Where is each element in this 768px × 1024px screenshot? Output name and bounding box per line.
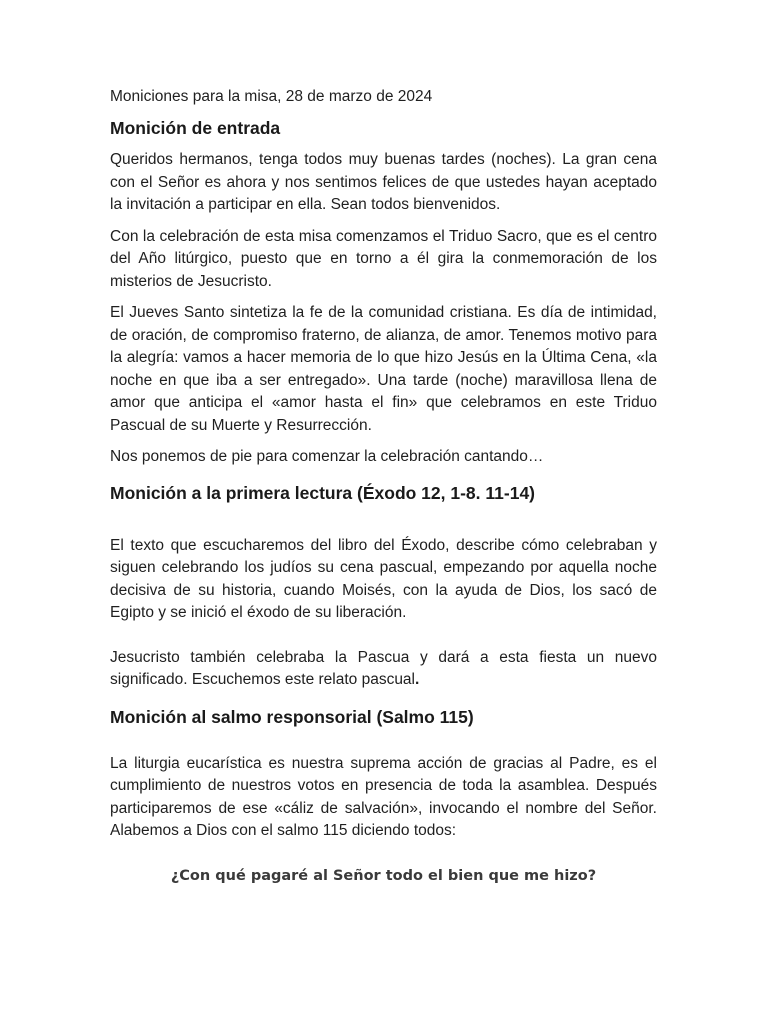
paragraph xyxy=(110,647,657,692)
paragraph: La liturgia eucarística es nuestra suprema acción de gracias al Padre, es el cumplimiento de nuestros votos en presencia de toda la asamblea. Después participaremos de ese «cáliz de salvación», invocando el nombre del Señor. Alabemos a Dios con el salmo 115 diciendo todos: xyxy=(110,754,657,839)
document-header: Moniciones para la misa, 28 de marzo de 2024 xyxy=(110,88,433,105)
heading-primera-lectura: Monición a la primera lectura (Éxodo 12, 1-8. 11-14) xyxy=(110,482,536,503)
document-body xyxy=(110,86,657,887)
paragraph: Nos ponemos de pie para comenzar la celebración cantando… xyxy=(110,448,544,465)
paragraph: Queridos hermanos, tenga todos muy buenas tardes (noches). La gran cena con el Señor es ahora y nos sentimos felices de que ustedes hayan aceptado la invitación a participar en ella. Sean todos bienvenidos. xyxy=(110,151,657,213)
paragraph: Con la celebración de esta misa comenzamos el Triduo Sacro, que es el centro del Año litúrgico, puesto que en torno a él gira la conmemoración de los misterios de Jesucristo. xyxy=(110,227,657,290)
paragraph-text: Jesucristo también celebraba la Pascua y dará a esta fiesta un nuevo significado. Escuchemos este relato pascual xyxy=(110,648,657,688)
paragraph-end-mark: . xyxy=(415,671,420,688)
heading-salmo-responsorial: Monición al salmo responsorial (Salmo 115) xyxy=(110,706,474,727)
heading-monicion-entrada: Monición de entrada xyxy=(110,118,281,138)
paragraph: El Jueves Santo sintetiza la fe de la comunidad cristiana. Es día de intimidad, de oración, de compromiso fraterno, de alianza, de amor. Tenemos motivo para la alegría: vamos a hacer memoria de lo que hizo Jesús en la Última Cena, «la noche en que iba a ser entregado». Una tarde (noche) maravillosa llena de amor que anticipa el «amor hasta el fin» que celebramos en este Triduo Pascual de su Muerte y Resurrección. xyxy=(110,304,657,434)
psalm-response: ¿Con qué pagaré al Señor todo el bien que me hizo? xyxy=(170,867,597,884)
paragraph: El texto que escucharemos del libro del Éxodo, describe cómo celebraban y siguen celebrando los judíos su cena pascual, empezando por aquella noche decisiva de su historia, cuando Moisés, con la ayuda de Dios, los sacó de Egipto y se inició el éxodo de su liberación. xyxy=(110,536,657,621)
